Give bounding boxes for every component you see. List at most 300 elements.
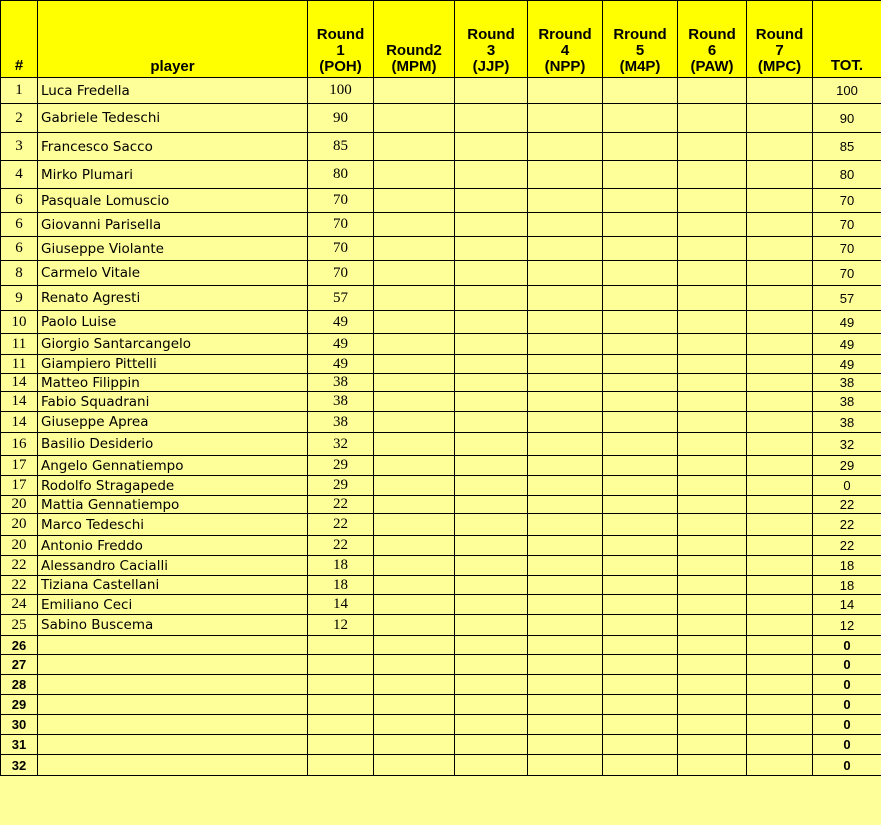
- round2-score-cell[interactable]: [374, 78, 455, 104]
- round3-score-cell[interactable]: [455, 536, 528, 556]
- round2-score-cell[interactable]: [374, 735, 455, 755]
- round6-score-cell[interactable]: [678, 695, 747, 715]
- round4-score-cell[interactable]: [528, 755, 603, 776]
- round2-score-cell[interactable]: [374, 355, 455, 374]
- rank-cell[interactable]: 3: [1, 133, 38, 161]
- round6-score-cell[interactable]: [678, 261, 747, 286]
- round1-score-cell[interactable]: [308, 755, 374, 776]
- round5-score-cell[interactable]: [603, 161, 678, 189]
- round6-score-cell[interactable]: [678, 189, 747, 213]
- round6-score-cell[interactable]: [678, 133, 747, 161]
- player-name-cell[interactable]: Giorgio Santarcangelo: [38, 334, 308, 355]
- round5-score-cell[interactable]: [603, 433, 678, 456]
- round2-score-cell[interactable]: [374, 615, 455, 636]
- player-name-cell[interactable]: Fabio Squadrani: [38, 392, 308, 412]
- round3-score-cell[interactable]: [455, 595, 528, 615]
- total-cell[interactable]: 0: [813, 715, 881, 735]
- rank-cell[interactable]: 30: [1, 715, 38, 735]
- rank-cell[interactable]: 22: [1, 576, 38, 595]
- round4-score-cell[interactable]: [528, 735, 603, 755]
- round5-score-cell[interactable]: [603, 636, 678, 655]
- rank-cell[interactable]: 1: [1, 78, 38, 104]
- round5-score-cell[interactable]: [603, 133, 678, 161]
- total-cell[interactable]: 18: [813, 576, 881, 595]
- total-cell[interactable]: 90: [813, 104, 881, 133]
- total-cell[interactable]: 29: [813, 456, 881, 476]
- round3-score-cell[interactable]: [455, 433, 528, 456]
- round1-score-cell[interactable]: 38: [308, 374, 374, 392]
- round3-score-cell[interactable]: [455, 615, 528, 636]
- round4-score-cell[interactable]: [528, 189, 603, 213]
- round1-score-cell[interactable]: 29: [308, 456, 374, 476]
- total-cell[interactable]: 85: [813, 133, 881, 161]
- round3-score-cell[interactable]: [455, 213, 528, 237]
- round3-score-cell[interactable]: [455, 556, 528, 576]
- round1-score-cell[interactable]: 18: [308, 576, 374, 595]
- round1-score-cell[interactable]: 14: [308, 595, 374, 615]
- round4-score-cell[interactable]: [528, 695, 603, 715]
- round2-score-cell[interactable]: [374, 133, 455, 161]
- total-cell[interactable]: 70: [813, 189, 881, 213]
- round1-score-cell[interactable]: 85: [308, 133, 374, 161]
- round5-score-cell[interactable]: [603, 392, 678, 412]
- round2-score-cell[interactable]: [374, 715, 455, 735]
- round4-score-cell[interactable]: [528, 374, 603, 392]
- round4-score-cell[interactable]: [528, 636, 603, 655]
- rank-cell[interactable]: 25: [1, 615, 38, 636]
- player-name-cell[interactable]: Alessandro Cacialli: [38, 556, 308, 576]
- round5-header[interactable]: Rround 5 (M4P): [603, 1, 678, 78]
- round6-score-cell[interactable]: [678, 456, 747, 476]
- round6-score-cell[interactable]: [678, 78, 747, 104]
- round1-score-cell[interactable]: 90: [308, 104, 374, 133]
- round5-score-cell[interactable]: [603, 496, 678, 514]
- player-name-cell[interactable]: Pasquale Lomuscio: [38, 189, 308, 213]
- round4-score-cell[interactable]: [528, 104, 603, 133]
- round3-score-cell[interactable]: [455, 104, 528, 133]
- round4-score-cell[interactable]: [528, 355, 603, 374]
- round6-score-cell[interactable]: [678, 514, 747, 536]
- rank-cell[interactable]: 6: [1, 189, 38, 213]
- rank-cell[interactable]: 2: [1, 104, 38, 133]
- rank-cell[interactable]: 6: [1, 237, 38, 261]
- player-name-cell[interactable]: Gabriele Tedeschi: [38, 104, 308, 133]
- round7-score-cell[interactable]: [747, 261, 813, 286]
- round3-score-cell[interactable]: [455, 496, 528, 514]
- round2-score-cell[interactable]: [374, 433, 455, 456]
- round2-score-cell[interactable]: [374, 392, 455, 412]
- round4-score-cell[interactable]: [528, 615, 603, 636]
- total-cell[interactable]: 70: [813, 213, 881, 237]
- round7-score-cell[interactable]: [747, 213, 813, 237]
- total-cell[interactable]: 0: [813, 755, 881, 776]
- rank-cell[interactable]: 14: [1, 374, 38, 392]
- round7-score-cell[interactable]: [747, 695, 813, 715]
- round6-score-cell[interactable]: [678, 311, 747, 334]
- round4-score-cell[interactable]: [528, 237, 603, 261]
- total-cell[interactable]: 12: [813, 615, 881, 636]
- rank-cell[interactable]: 10: [1, 311, 38, 334]
- round3-score-cell[interactable]: [455, 286, 528, 311]
- round7-score-cell[interactable]: [747, 735, 813, 755]
- round2-score-cell[interactable]: [374, 261, 455, 286]
- player-name-cell[interactable]: [38, 655, 308, 675]
- round7-score-cell[interactable]: [747, 237, 813, 261]
- round3-score-cell[interactable]: [455, 636, 528, 655]
- round7-score-cell[interactable]: [747, 286, 813, 311]
- player-name-cell[interactable]: Angelo Gennatiempo: [38, 456, 308, 476]
- round4-score-cell[interactable]: [528, 392, 603, 412]
- total-cell[interactable]: 100: [813, 78, 881, 104]
- total-cell[interactable]: 0: [813, 675, 881, 695]
- round5-score-cell[interactable]: [603, 286, 678, 311]
- rank-cell[interactable]: 28: [1, 675, 38, 695]
- round2-score-cell[interactable]: [374, 556, 455, 576]
- round4-score-cell[interactable]: [528, 311, 603, 334]
- total-cell[interactable]: 70: [813, 261, 881, 286]
- rank-cell[interactable]: 11: [1, 334, 38, 355]
- round2-score-cell[interactable]: [374, 636, 455, 655]
- round5-score-cell[interactable]: [603, 355, 678, 374]
- round4-score-cell[interactable]: [528, 595, 603, 615]
- total-cell[interactable]: 38: [813, 392, 881, 412]
- total-cell[interactable]: 49: [813, 355, 881, 374]
- round7-score-cell[interactable]: [747, 715, 813, 735]
- total-cell[interactable]: 0: [813, 476, 881, 496]
- player-name-cell[interactable]: [38, 735, 308, 755]
- round1-score-cell[interactable]: 12: [308, 615, 374, 636]
- total-cell[interactable]: 0: [813, 735, 881, 755]
- round7-score-cell[interactable]: [747, 78, 813, 104]
- round6-score-cell[interactable]: [678, 536, 747, 556]
- player-name-cell[interactable]: Carmelo Vitale: [38, 261, 308, 286]
- round7-score-cell[interactable]: [747, 576, 813, 595]
- round5-score-cell[interactable]: [603, 104, 678, 133]
- player-name-cell[interactable]: Antonio Freddo: [38, 536, 308, 556]
- round2-score-cell[interactable]: [374, 161, 455, 189]
- round6-score-cell[interactable]: [678, 412, 747, 433]
- round6-score-cell[interactable]: [678, 213, 747, 237]
- rank-cell[interactable]: 29: [1, 695, 38, 715]
- round6-score-cell[interactable]: [678, 655, 747, 675]
- player-name-cell[interactable]: Matteo Filippin: [38, 374, 308, 392]
- round1-score-cell[interactable]: [308, 675, 374, 695]
- round2-score-cell[interactable]: [374, 213, 455, 237]
- round5-score-cell[interactable]: [603, 311, 678, 334]
- round6-score-cell[interactable]: [678, 374, 747, 392]
- round6-score-cell[interactable]: [678, 595, 747, 615]
- player-name-cell[interactable]: Renato Agresti: [38, 286, 308, 311]
- round1-score-cell[interactable]: 70: [308, 237, 374, 261]
- round1-score-cell[interactable]: [308, 636, 374, 655]
- rank-cell[interactable]: 24: [1, 595, 38, 615]
- round5-score-cell[interactable]: [603, 374, 678, 392]
- round7-score-cell[interactable]: [747, 556, 813, 576]
- round1-score-cell[interactable]: 80: [308, 161, 374, 189]
- round1-score-cell[interactable]: 38: [308, 392, 374, 412]
- round3-score-cell[interactable]: [455, 78, 528, 104]
- round4-score-cell[interactable]: [528, 476, 603, 496]
- round7-score-cell[interactable]: [747, 412, 813, 433]
- round7-score-cell[interactable]: [747, 615, 813, 636]
- round5-score-cell[interactable]: [603, 536, 678, 556]
- round1-score-cell[interactable]: 22: [308, 514, 374, 536]
- round6-score-cell[interactable]: [678, 755, 747, 776]
- round6-score-cell[interactable]: [678, 636, 747, 655]
- round5-score-cell[interactable]: [603, 334, 678, 355]
- player-name-cell[interactable]: Rodolfo Stragapede: [38, 476, 308, 496]
- round2-score-cell[interactable]: [374, 755, 455, 776]
- round5-score-cell[interactable]: [603, 189, 678, 213]
- total-cell[interactable]: 0: [813, 655, 881, 675]
- round7-score-cell[interactable]: [747, 636, 813, 655]
- round3-score-cell[interactable]: [455, 133, 528, 161]
- round7-score-cell[interactable]: [747, 392, 813, 412]
- player-name-cell[interactable]: Tiziana Castellani: [38, 576, 308, 595]
- player-name-cell[interactable]: Giuseppe Aprea: [38, 412, 308, 433]
- round5-score-cell[interactable]: [603, 213, 678, 237]
- round3-score-cell[interactable]: [455, 261, 528, 286]
- rank-header[interactable]: #: [1, 1, 38, 78]
- round6-score-cell[interactable]: [678, 433, 747, 456]
- player-name-cell[interactable]: Mirko Plumari: [38, 161, 308, 189]
- round1-score-cell[interactable]: 49: [308, 334, 374, 355]
- round1-score-cell[interactable]: [308, 715, 374, 735]
- round7-score-cell[interactable]: [747, 355, 813, 374]
- round2-score-cell[interactable]: [374, 456, 455, 476]
- rank-cell[interactable]: 14: [1, 412, 38, 433]
- round4-score-cell[interactable]: [528, 78, 603, 104]
- round7-score-cell[interactable]: [747, 496, 813, 514]
- round3-score-cell[interactable]: [455, 355, 528, 374]
- round5-score-cell[interactable]: [603, 514, 678, 536]
- round1-score-cell[interactable]: 70: [308, 213, 374, 237]
- round7-score-cell[interactable]: [747, 755, 813, 776]
- rank-cell[interactable]: 17: [1, 476, 38, 496]
- round7-score-cell[interactable]: [747, 374, 813, 392]
- rank-cell[interactable]: 8: [1, 261, 38, 286]
- round5-score-cell[interactable]: [603, 595, 678, 615]
- player-name-cell[interactable]: Sabino Buscema: [38, 615, 308, 636]
- rank-cell[interactable]: 6: [1, 213, 38, 237]
- round4-score-cell[interactable]: [528, 213, 603, 237]
- round1-score-cell[interactable]: 32: [308, 433, 374, 456]
- round1-score-cell[interactable]: 49: [308, 355, 374, 374]
- player-name-cell[interactable]: Mattia Gennatiempo: [38, 496, 308, 514]
- round7-score-cell[interactable]: [747, 189, 813, 213]
- player-name-cell[interactable]: Luca Fredella: [38, 78, 308, 104]
- round5-score-cell[interactable]: [603, 456, 678, 476]
- round4-score-cell[interactable]: [528, 412, 603, 433]
- round1-score-cell[interactable]: 70: [308, 261, 374, 286]
- rank-cell[interactable]: 26: [1, 636, 38, 655]
- round1-score-cell[interactable]: 49: [308, 311, 374, 334]
- round2-score-cell[interactable]: [374, 189, 455, 213]
- round4-score-cell[interactable]: [528, 133, 603, 161]
- round3-score-cell[interactable]: [455, 576, 528, 595]
- round6-score-cell[interactable]: [678, 576, 747, 595]
- round2-score-cell[interactable]: [374, 104, 455, 133]
- round4-score-cell[interactable]: [528, 576, 603, 595]
- round2-score-cell[interactable]: [374, 695, 455, 715]
- round6-score-cell[interactable]: [678, 334, 747, 355]
- player-name-cell[interactable]: [38, 636, 308, 655]
- round6-score-cell[interactable]: [678, 104, 747, 133]
- round5-score-cell[interactable]: [603, 735, 678, 755]
- player-name-cell[interactable]: [38, 695, 308, 715]
- round6-score-cell[interactable]: [678, 476, 747, 496]
- round3-score-cell[interactable]: [455, 456, 528, 476]
- rank-cell[interactable]: 27: [1, 655, 38, 675]
- round7-score-cell[interactable]: [747, 133, 813, 161]
- round4-score-cell[interactable]: [528, 514, 603, 536]
- round5-score-cell[interactable]: [603, 78, 678, 104]
- round2-score-cell[interactable]: [374, 595, 455, 615]
- round4-header[interactable]: Rround 4 (NPP): [528, 1, 603, 78]
- round5-score-cell[interactable]: [603, 675, 678, 695]
- round5-score-cell[interactable]: [603, 715, 678, 735]
- round3-score-cell[interactable]: [455, 334, 528, 355]
- round2-score-cell[interactable]: [374, 655, 455, 675]
- round6-score-cell[interactable]: [678, 675, 747, 695]
- round2-score-cell[interactable]: [374, 311, 455, 334]
- round6-score-cell[interactable]: [678, 715, 747, 735]
- round3-score-cell[interactable]: [455, 735, 528, 755]
- total-cell[interactable]: 32: [813, 433, 881, 456]
- total-cell[interactable]: 0: [813, 695, 881, 715]
- round7-score-cell[interactable]: [747, 456, 813, 476]
- round7-score-cell[interactable]: [747, 334, 813, 355]
- total-cell[interactable]: 57: [813, 286, 881, 311]
- player-name-cell[interactable]: [38, 715, 308, 735]
- round6-score-cell[interactable]: [678, 556, 747, 576]
- rank-cell[interactable]: 9: [1, 286, 38, 311]
- player-name-cell[interactable]: Emiliano Ceci: [38, 595, 308, 615]
- round2-score-cell[interactable]: [374, 496, 455, 514]
- rank-cell[interactable]: 17: [1, 456, 38, 476]
- round6-score-cell[interactable]: [678, 615, 747, 636]
- round5-score-cell[interactable]: [603, 556, 678, 576]
- total-cell[interactable]: 22: [813, 536, 881, 556]
- total-cell[interactable]: 38: [813, 412, 881, 433]
- round5-score-cell[interactable]: [603, 615, 678, 636]
- player-name-cell[interactable]: Francesco Sacco: [38, 133, 308, 161]
- round6-score-cell[interactable]: [678, 355, 747, 374]
- total-cell[interactable]: 22: [813, 514, 881, 536]
- round7-score-cell[interactable]: [747, 655, 813, 675]
- player-header[interactable]: player: [38, 1, 308, 78]
- round1-header[interactable]: Round 1 (POH): [308, 1, 374, 78]
- round1-score-cell[interactable]: [308, 735, 374, 755]
- round3-score-cell[interactable]: [455, 392, 528, 412]
- rank-cell[interactable]: 20: [1, 536, 38, 556]
- round6-score-cell[interactable]: [678, 161, 747, 189]
- round7-score-cell[interactable]: [747, 311, 813, 334]
- round3-score-cell[interactable]: [455, 476, 528, 496]
- round4-score-cell[interactable]: [528, 456, 603, 476]
- total-cell[interactable]: 49: [813, 334, 881, 355]
- rank-cell[interactable]: 32: [1, 755, 38, 776]
- round3-header[interactable]: Round 3 (JJP): [455, 1, 528, 78]
- round7-score-cell[interactable]: [747, 476, 813, 496]
- round4-score-cell[interactable]: [528, 286, 603, 311]
- round7-score-cell[interactable]: [747, 161, 813, 189]
- rank-cell[interactable]: 16: [1, 433, 38, 456]
- total-cell[interactable]: 14: [813, 595, 881, 615]
- rank-cell[interactable]: 22: [1, 556, 38, 576]
- round5-score-cell[interactable]: [603, 261, 678, 286]
- player-name-cell[interactable]: Giuseppe Violante: [38, 237, 308, 261]
- round1-score-cell[interactable]: 22: [308, 536, 374, 556]
- round7-score-cell[interactable]: [747, 675, 813, 695]
- rank-cell[interactable]: 11: [1, 355, 38, 374]
- round5-score-cell[interactable]: [603, 695, 678, 715]
- round2-score-cell[interactable]: [374, 536, 455, 556]
- round3-score-cell[interactable]: [455, 715, 528, 735]
- round4-score-cell[interactable]: [528, 261, 603, 286]
- total-cell[interactable]: 0: [813, 636, 881, 655]
- player-name-cell[interactable]: Giampiero Pittelli: [38, 355, 308, 374]
- total-cell[interactable]: 18: [813, 556, 881, 576]
- round1-score-cell[interactable]: 70: [308, 189, 374, 213]
- player-name-cell[interactable]: Marco Tedeschi: [38, 514, 308, 536]
- rank-cell[interactable]: 31: [1, 735, 38, 755]
- round3-score-cell[interactable]: [455, 161, 528, 189]
- round2-score-cell[interactable]: [374, 286, 455, 311]
- round7-score-cell[interactable]: [747, 595, 813, 615]
- round3-score-cell[interactable]: [455, 374, 528, 392]
- round2-score-cell[interactable]: [374, 334, 455, 355]
- round3-score-cell[interactable]: [455, 695, 528, 715]
- round1-score-cell[interactable]: 22: [308, 496, 374, 514]
- round6-header[interactable]: Round 6 (PAW): [678, 1, 747, 78]
- round1-score-cell[interactable]: 18: [308, 556, 374, 576]
- round4-score-cell[interactable]: [528, 433, 603, 456]
- player-name-cell[interactable]: [38, 755, 308, 776]
- round2-score-cell[interactable]: [374, 374, 455, 392]
- round5-score-cell[interactable]: [603, 412, 678, 433]
- round5-score-cell[interactable]: [603, 655, 678, 675]
- round1-score-cell[interactable]: 100: [308, 78, 374, 104]
- round5-score-cell[interactable]: [603, 237, 678, 261]
- total-cell[interactable]: 49: [813, 311, 881, 334]
- round4-score-cell[interactable]: [528, 675, 603, 695]
- round2-header[interactable]: Round2 (MPM): [374, 1, 455, 78]
- round7-score-cell[interactable]: [747, 104, 813, 133]
- round3-score-cell[interactable]: [455, 237, 528, 261]
- player-name-cell[interactable]: Giovanni Parisella: [38, 213, 308, 237]
- round6-score-cell[interactable]: [678, 237, 747, 261]
- round3-score-cell[interactable]: [455, 675, 528, 695]
- round2-score-cell[interactable]: [374, 476, 455, 496]
- round3-score-cell[interactable]: [455, 189, 528, 213]
- round6-score-cell[interactable]: [678, 392, 747, 412]
- round1-score-cell[interactable]: 57: [308, 286, 374, 311]
- round6-score-cell[interactable]: [678, 286, 747, 311]
- round7-header[interactable]: Round 7 (MPC): [747, 1, 813, 78]
- total-cell[interactable]: 22: [813, 496, 881, 514]
- round1-score-cell[interactable]: 29: [308, 476, 374, 496]
- rank-cell[interactable]: 14: [1, 392, 38, 412]
- round3-score-cell[interactable]: [455, 755, 528, 776]
- rank-cell[interactable]: 20: [1, 514, 38, 536]
- total-cell[interactable]: 38: [813, 374, 881, 392]
- round4-score-cell[interactable]: [528, 536, 603, 556]
- round3-score-cell[interactable]: [455, 514, 528, 536]
- player-name-cell[interactable]: Basilio Desiderio: [38, 433, 308, 456]
- round5-score-cell[interactable]: [603, 476, 678, 496]
- round4-score-cell[interactable]: [528, 556, 603, 576]
